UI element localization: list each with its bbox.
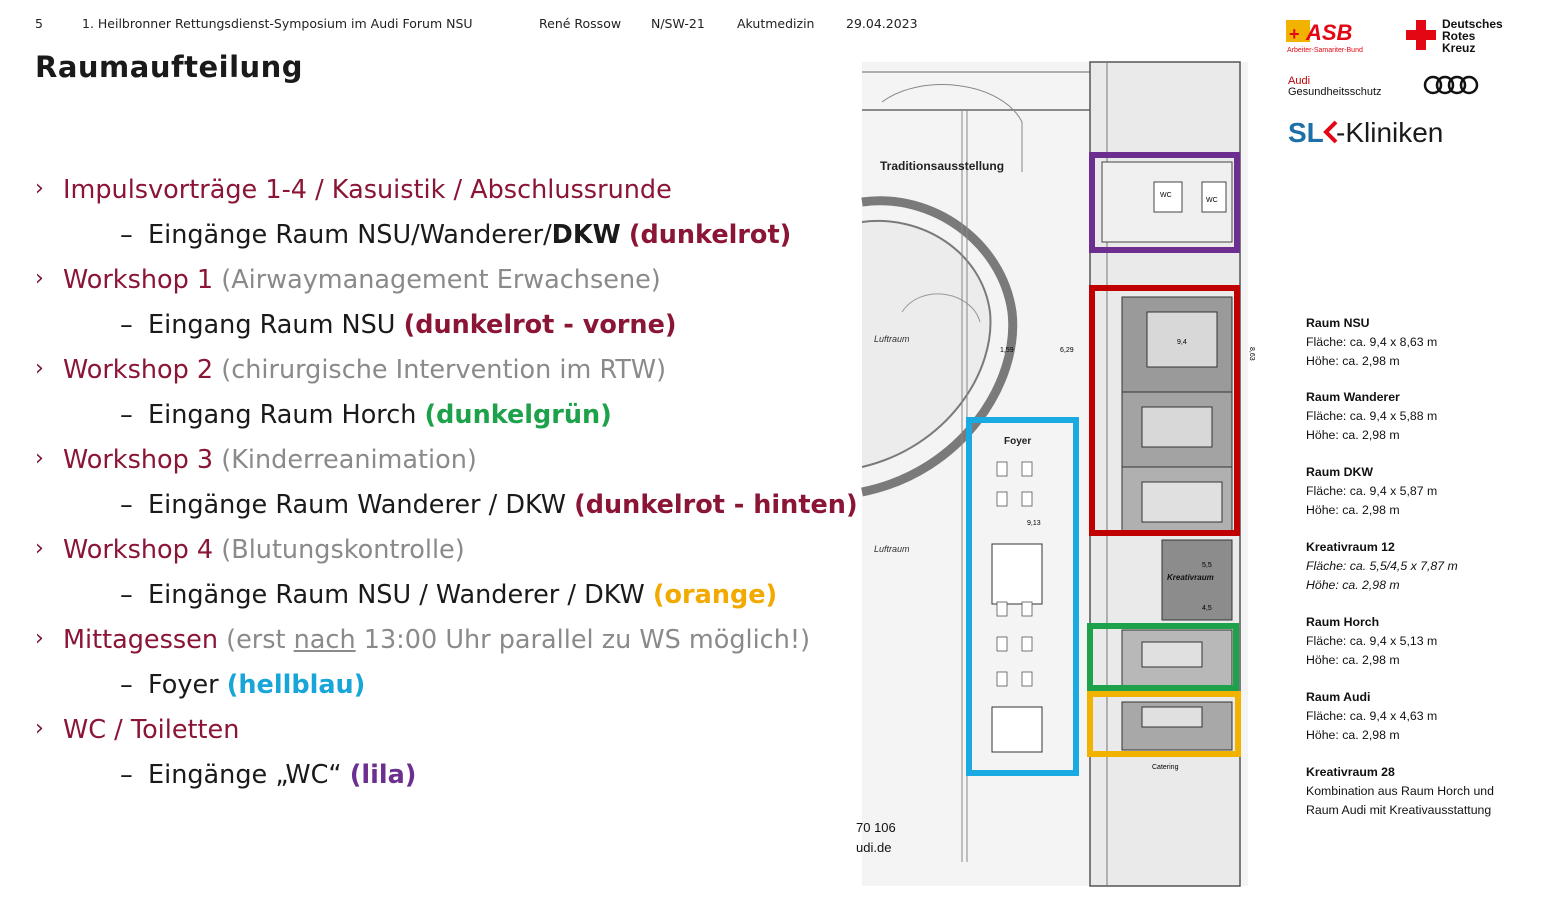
chevron-right-icon: ›	[35, 446, 44, 471]
chevron-right-icon: ›	[35, 356, 44, 381]
item-title: WC / Toiletten	[63, 715, 240, 745]
author-name: René Rossow	[539, 16, 622, 31]
chevron-right-icon: ›	[35, 176, 44, 201]
subitem-text: Eingang Raum Horch	[148, 400, 417, 430]
drk-line: Deutsches	[1442, 17, 1503, 31]
table-layout	[1142, 407, 1212, 447]
label-luftraum: Luftraum	[874, 334, 910, 344]
room-info-horch	[1306, 613, 1536, 670]
subitem-text: Eingänge Raum Wanderer / DKW	[148, 490, 567, 520]
room-name: Kreativraum 28	[1306, 765, 1395, 779]
room-name: Raum Audi	[1306, 690, 1371, 704]
label-kreativraum: Kreativraum	[1167, 573, 1214, 582]
item-title: Mittagessen	[63, 625, 219, 655]
color-label-orange: (orange)	[652, 580, 778, 610]
dash-icon: –	[120, 310, 133, 340]
color-label-green: (dunkelgrün)	[424, 400, 612, 430]
room-info-audi	[1306, 688, 1536, 745]
dim-label: 1,59	[1000, 347, 1014, 354]
label-catering: Catering	[1152, 764, 1179, 771]
note-part: 13:00 Uhr parallel zu WS möglich!)	[363, 625, 811, 655]
room-name: Kreativraum 12	[1306, 540, 1395, 554]
room-height: Höhe: ca. 2,98 m	[1306, 653, 1400, 667]
room-info-kreativraum-12	[1306, 538, 1536, 595]
item-title: Workshop 2	[63, 355, 214, 385]
dim-label: 9,13	[1027, 520, 1041, 527]
room-height: Höhe: ca. 2,98 m	[1306, 728, 1400, 742]
item-note: (Airwaymanagement Erwachsene)	[221, 265, 661, 295]
room-area: Fläche: ca. 9,4 x 8,63 m	[1306, 335, 1438, 349]
dim-label: 5,5	[1202, 562, 1212, 569]
dim-label: 4,5	[1202, 605, 1212, 612]
subitem-text: Eingänge „WC“	[148, 760, 342, 790]
room-description: Kombination aus Raum Horch und	[1306, 784, 1494, 798]
dash-icon: –	[120, 490, 133, 520]
dash-icon: –	[120, 760, 133, 790]
item-note: (Kinderreanimation)	[221, 445, 477, 475]
floor-plan	[856, 62, 1255, 886]
room-height: Höhe: ca. 2,98 m	[1306, 428, 1400, 442]
audi-rings-icon	[1425, 77, 1477, 93]
dim-label: 6,29	[1060, 347, 1074, 354]
label-tradition: Traditionsausstellung	[880, 159, 1005, 173]
room-description: Raum Audi mit Kreativausstattung	[1306, 803, 1492, 817]
asb-cross-icon: +	[1289, 24, 1300, 44]
foyer-table-group	[992, 707, 1042, 752]
room-name: Raum DKW	[1306, 465, 1373, 479]
event-name: 1. Heilbronner Rettungsdienst-Symposium im Audi Forum NSU	[82, 16, 473, 31]
item-title: Workshop 4	[63, 535, 214, 565]
label-luftraum: Luftraum	[874, 544, 910, 554]
wc-label: WC	[1206, 197, 1218, 204]
table-layout	[1142, 707, 1202, 727]
chevron-right-icon: ›	[35, 716, 44, 741]
room-info-nsu	[1306, 314, 1536, 371]
room-area: Fläche: ca. 9,4 x 4,63 m	[1306, 709, 1438, 723]
note-underlined: nach	[293, 625, 356, 655]
room-name: Raum Horch	[1306, 615, 1380, 629]
room-name: Raum NSU	[1306, 316, 1370, 330]
plan-web: udi.de	[856, 840, 892, 855]
room-area: Fläche: ca. 9,4 x 5,87 m	[1306, 484, 1438, 498]
label-foyer: Foyer	[1004, 436, 1032, 447]
room-info-wanderer	[1306, 388, 1536, 445]
page-number: 5	[35, 16, 43, 31]
department: Akutmedizin	[737, 16, 815, 31]
dash-icon: –	[120, 670, 133, 700]
color-label-lightblue: (hellblau)	[226, 670, 366, 700]
room-height: Höhe: ca. 2,98 m	[1306, 503, 1400, 517]
chevron-right-icon: ›	[35, 626, 44, 651]
dim-label: 9,4	[1177, 339, 1187, 346]
item-note	[226, 625, 810, 655]
document-code: N/SW-21	[651, 16, 705, 31]
chevron-right-icon: ›	[35, 266, 44, 291]
room-area: Fläche: ca. 5,5/4,5 x 7,87 m	[1306, 559, 1458, 573]
subitem-text: Foyer	[148, 670, 219, 700]
dash-icon: –	[120, 580, 133, 610]
chevron-right-icon: ›	[35, 536, 44, 561]
slk-logo-a: SL	[1288, 117, 1324, 148]
item-title: Workshop 1	[63, 265, 214, 295]
dash-icon: –	[120, 400, 133, 430]
item-title: Impulsvorträge 1-4 / Kasuistik / Abschlussrunde	[63, 175, 672, 205]
subitem-text: Eingänge Raum NSU / Wanderer / DKW	[148, 580, 645, 610]
asb-subtitle: Arbeiter-Samariter-Bund	[1287, 47, 1363, 54]
audi-line: Gesundheitsschutz	[1288, 86, 1382, 98]
room-info-dkw	[1306, 463, 1536, 520]
wc-label: WC	[1160, 192, 1172, 199]
table-layout	[1142, 642, 1202, 667]
drk-line: Rotes	[1442, 29, 1476, 43]
audi-line: Audi	[1288, 75, 1311, 87]
slk-logo-b: -Kliniken	[1336, 117, 1444, 148]
item-note: (Blutungskontrolle)	[221, 535, 465, 565]
room-info-kreativraum-28	[1306, 763, 1536, 820]
room-name: Raum Wanderer	[1306, 390, 1400, 404]
red-cross-icon	[1406, 20, 1436, 50]
subitem-text: Eingang Raum NSU	[148, 310, 396, 340]
table-layout	[1142, 482, 1222, 522]
color-label-darkred: (dunkelrot)	[628, 220, 792, 250]
color-label-darkred: (dunkelrot - vorne)	[403, 310, 677, 340]
date: 29.04.2023	[846, 16, 918, 31]
note-part: (erst	[226, 625, 286, 655]
subitem-text-bold: DKW	[551, 220, 621, 250]
dim-label: 8,63	[1248, 347, 1255, 361]
drk-line: Kreuz	[1442, 41, 1476, 55]
asb-logo: ASB	[1306, 20, 1353, 45]
dash-icon: –	[120, 220, 133, 250]
plan-phone: 70 106	[856, 820, 896, 835]
color-label-purple: (lila)	[349, 760, 417, 790]
room-area: Fläche: ca. 9,4 x 5,88 m	[1306, 409, 1438, 423]
slk-chevron-icon	[1326, 122, 1336, 142]
color-label-darkred: (dunkelrot - hinten)	[574, 490, 858, 520]
room-height: Höhe: ca. 2,98 m	[1306, 578, 1400, 592]
subitem-text: Eingänge Raum NSU/Wanderer/	[148, 220, 552, 250]
item-title: Workshop 3	[63, 445, 214, 475]
item-note: (chirurgische Intervention im RTW)	[221, 355, 667, 385]
room-area: Fläche: ca. 9,4 x 5,13 m	[1306, 634, 1438, 648]
room-height: Höhe: ca. 2,98 m	[1306, 354, 1400, 368]
foyer-table-group	[992, 544, 1042, 604]
partner-logos	[1284, 14, 1534, 154]
page-title: Raumaufteilung	[35, 50, 304, 84]
